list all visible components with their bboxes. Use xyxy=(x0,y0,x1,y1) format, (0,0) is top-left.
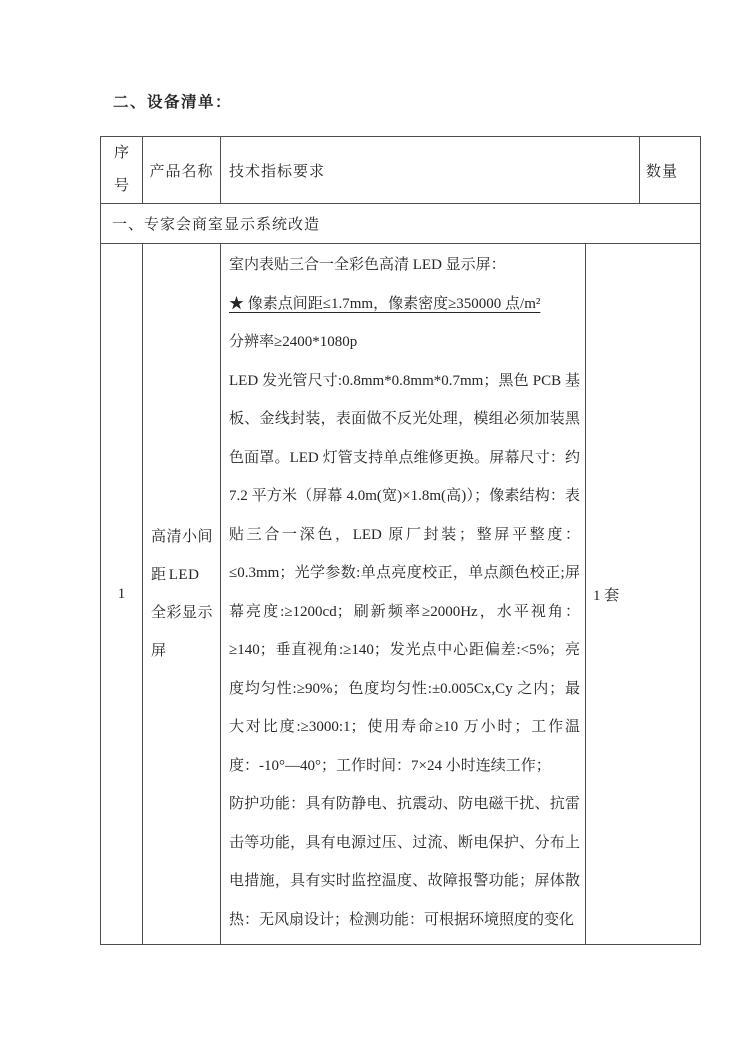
spec-main-parameters-paragraph: LED 发光管尺寸:0.8mm*0.8mm*0.7mm；黑色 PCB 基板、金线封装，表面做不反光处理，模组必须加装黑色面罩。LED 灯管支持单点维修更换。屏幕尺寸：约 7.2 平方米（屏幕 4.0m(宽)×1.8m(高)）；像素结构：表贴三合一深色，LED 原厂封装；整屏平整度：≤0.3mm；光学参数:单点亮度校正，单点颜色校正;屏幕亮度:≥1200cd；刷新频率≥2000Hz，水平视角：≥140；垂直视角:≥140；发光点中心距偏差:<5%；亮度均匀性:≥90%；色度均匀性:±0.005Cx,Cy 之内；最大对比度:≥3000:1；使用寿命≥10 万小时；工作温度：-10°—40°；工作时间：7×24 小时连续工作； xyxy=(229,372,580,774)
cell-serial-number xyxy=(101,244,143,944)
header-technical-spec-label: 技术指标要求 xyxy=(229,163,326,180)
table-row xyxy=(101,244,700,944)
equipment-table xyxy=(100,136,701,945)
header-quantity xyxy=(640,137,700,203)
product-name-value: 高清小间距 LED 全彩显示屏 xyxy=(151,529,214,659)
spec-starred-requirement-paragraph: ★ 像素点间距≤1.7mm，像素密度≥350000 点/m² xyxy=(229,295,541,312)
spec-resolution-paragraph: 分辨率≥2400*1080p xyxy=(229,334,358,350)
cell-quantity xyxy=(586,244,700,944)
header-product-name-label: 产品名称 xyxy=(149,163,214,180)
cell-product-name xyxy=(143,244,221,944)
table-header-row xyxy=(101,137,700,204)
header-technical-spec xyxy=(221,137,640,203)
page-title: 二、设备清单： xyxy=(113,94,233,111)
serial-number-value: 1 xyxy=(117,585,126,602)
cell-technical-spec xyxy=(221,244,586,944)
header-product-name xyxy=(143,137,221,203)
quantity-value: 1 套 xyxy=(593,587,620,604)
header-quantity-label: 数量 xyxy=(646,163,679,180)
section-header-label: 一、专家会商室显示系统改造 xyxy=(112,217,321,233)
spec-protection-paragraph: 防护功能：具有防静电、抗震动、防电磁干扰、抗雷击等功能，具有电源过压、过流、断电保护、分布上电措施，具有实时监控温度、故障报警功能；屏体散热：无风扇设计；检测功能：可根据环境照度的变化 xyxy=(229,796,580,928)
spec-intro-paragraph: 室内表贴三合一全彩色高清 LED 显示屏： xyxy=(229,257,506,273)
header-serial-number xyxy=(101,137,143,203)
header-serial-number-label: 序号 xyxy=(113,145,129,194)
section-header-row xyxy=(101,204,700,244)
